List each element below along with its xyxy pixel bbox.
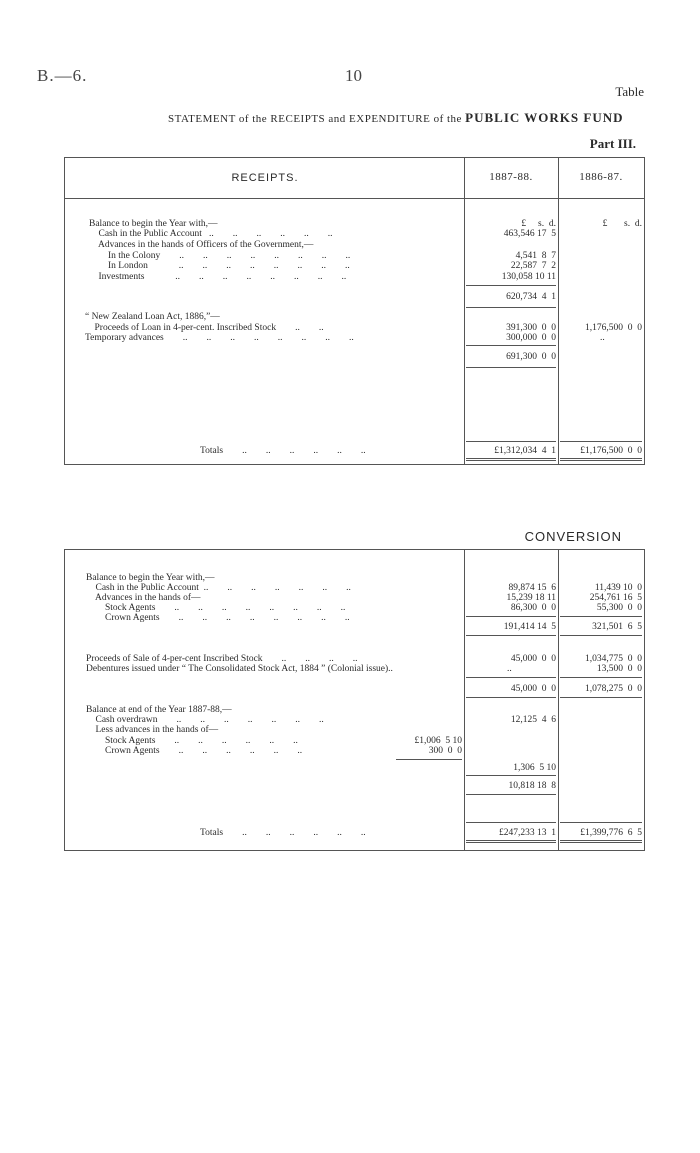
- row-label: In London .. .. .. .. .. .. .. ..: [89, 261, 350, 271]
- part-label: Part III.: [589, 136, 636, 151]
- row-value: 45,000 0 0: [510, 654, 556, 664]
- year-1887-header: 1887-88.: [489, 171, 533, 183]
- row-value: 89,874 15 6: [508, 583, 556, 593]
- row-label: Proceeds of Loan in 4-per-cent. Inscribed Stock .. ..: [85, 323, 324, 333]
- row-value: 11,439 10 0: [594, 583, 642, 593]
- row-label: Balance at end of the Year 1887-88,—: [86, 705, 232, 715]
- row-value: 15,239 18 11: [506, 593, 556, 603]
- row-label: Crown Agents .. .. .. .. .. .. .. ..: [86, 613, 350, 623]
- total-1887: £247,233 13 1: [499, 828, 556, 838]
- subtotal: 1,078,275 0 0: [585, 684, 642, 694]
- title-small: STATEMENT of the RECEIPTS and EXPENDITURE of the: [168, 113, 462, 125]
- conversion-heading: CONVERSION: [524, 529, 622, 544]
- total-1886: £1,399,776 6 5: [580, 828, 642, 838]
- row-label: Proceeds of Sale of 4-per-cent Inscribed Stock .. .. .. ..: [86, 654, 358, 664]
- document-ref: B.—6.: [37, 66, 88, 85]
- subtotal: 691,300 0 0: [506, 352, 556, 362]
- row-value: 12,125 4 6: [510, 715, 556, 725]
- row-value: 4,541 8 7: [515, 251, 556, 261]
- receipts-header: RECEIPTS.: [231, 172, 299, 184]
- row-value: ..: [600, 333, 605, 343]
- row-label: Balance to begin the Year with,—: [89, 219, 218, 229]
- row-label: Crown Agents .. .. .. .. .. ..: [86, 746, 303, 756]
- row-label: “ New Zealand Loan Act, 1886,”—: [85, 312, 220, 322]
- row-value: 391,300 0 0: [506, 323, 556, 333]
- row-value: 300,000 0 0: [506, 333, 556, 343]
- year-1886-header: 1886-87.: [579, 171, 623, 183]
- row-label: Investments .. .. .. .. .. .. .. ..: [89, 272, 347, 282]
- subtotal: 321,501 6 5: [592, 622, 642, 632]
- row-label: Stock Agents .. .. .. .. .. .. .. ..: [86, 603, 346, 613]
- row-value: 1,034,775 0 0: [585, 654, 642, 664]
- balance-end: 10,818 18 8: [508, 781, 556, 791]
- currency-units-2: £ s. d.: [602, 219, 642, 229]
- row-label: Cash overdrawn .. .. .. .. .. .. ..: [86, 715, 324, 725]
- row-value: 1,176,500 0 0: [585, 323, 642, 333]
- currency-units-1: £ s. d.: [521, 219, 556, 229]
- inner-value: £1,006 5 10: [414, 736, 462, 746]
- row-label: Balance to begin the Year with,—: [86, 573, 215, 583]
- subtotal: 620,734 4 1: [506, 292, 556, 302]
- title-bold: PUBLIC WORKS FUND: [465, 110, 624, 125]
- subtotal: 191,414 14 5: [503, 622, 556, 632]
- page-number: 10: [345, 66, 362, 85]
- inner-value: 300 0 0: [428, 746, 462, 756]
- net-advances: 1,306 5 10: [513, 763, 556, 773]
- totals-label: Totals .. .. .. .. .. ..: [200, 446, 366, 456]
- page-title: [168, 110, 624, 126]
- total-1887: £1,312,034 4 1: [494, 446, 556, 456]
- row-label: Cash in the Public Account .. .. .. .. .. ..: [89, 229, 333, 239]
- row-value: 22,587 7 2: [510, 261, 556, 271]
- totals-label: Totals .. .. .. .. .. ..: [200, 828, 366, 838]
- row-value: 254,761 16 5: [589, 593, 642, 603]
- row-label: Advances in the hands of—: [86, 593, 201, 603]
- row-value: 463,546 17 5: [503, 229, 556, 239]
- row-label: Cash in the Public Account .. .. .. .. .. .. ..: [86, 583, 351, 593]
- row-label: Less advances in the hands of—: [86, 725, 219, 735]
- row-value: ..: [507, 664, 512, 674]
- row-label: Stock Agents .. .. .. .. .. ..: [86, 736, 298, 746]
- row-value: 55,300 0 0: [596, 603, 642, 613]
- row-label: Debentures issued under “ The Consolidated Stock Act, 1884 ” (Colonial issue)..: [86, 664, 393, 674]
- row-value: 130,058 10 11: [501, 272, 556, 282]
- total-1886: £1,176,500 0 0: [580, 446, 642, 456]
- subtotal: 45,000 0 0: [510, 684, 556, 694]
- row-value: 13,500 0 0: [596, 664, 642, 674]
- table-label: Table: [615, 84, 644, 99]
- row-value: 86,300 0 0: [510, 603, 556, 613]
- row-label: Temporary advances .. .. .. .. .. .. .. ..: [85, 333, 354, 343]
- row-label: Advances in the hands of Officers of the Government,—: [89, 240, 314, 250]
- row-label: In the Colony .. .. .. .. .. .. .. ..: [89, 251, 351, 261]
